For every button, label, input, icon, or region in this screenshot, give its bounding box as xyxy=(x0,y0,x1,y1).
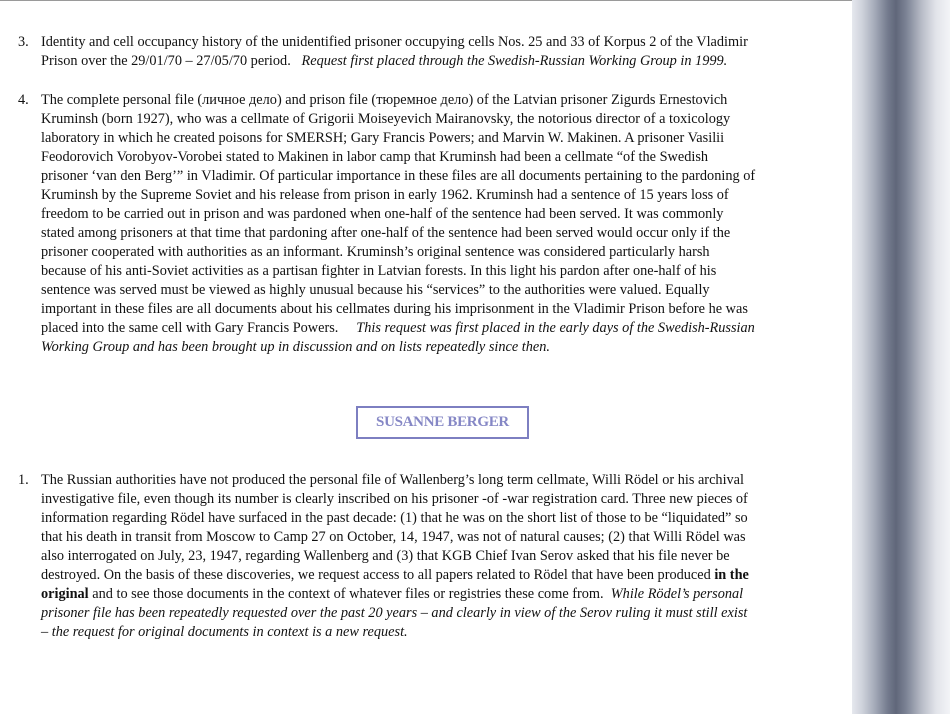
text-line: investigative file, even though its number is clearly inscribed on his prisoner -of -war registration card. Three new pieces of xyxy=(41,491,748,507)
item-number: 3. xyxy=(18,34,29,50)
text-line xyxy=(41,585,749,604)
text-line xyxy=(41,319,755,338)
bold-text: in the xyxy=(714,567,749,583)
text-line: that his death in transit from Moscow to Camp 27 on October, 14, 1947, was not of natural causes; (2) that Willi Rödel was xyxy=(41,529,746,545)
text-line: prisoner cooperated with authorities as an informant. Kruminsh’s original sentence was considered particularly harsh xyxy=(41,244,710,260)
text-line: Kruminsh (born 1927), who was a cellmate of Grigorii Moiseyevich Mairanovsky, the notorious director of a toxicology xyxy=(41,111,731,127)
request-note: While Rödel’s personal xyxy=(610,586,744,602)
item-text xyxy=(41,471,749,642)
item-number: 4. xyxy=(18,92,29,108)
text-segment: placed into the same cell with Gary Francis Powers. xyxy=(41,320,339,336)
text-line: laboratory in which he created poisons for SMERSH; Gary Francis Powers; and Marvin W. Makinen. A prisoner Vasilii xyxy=(41,130,725,146)
text-line: important in these files are all documents about his cellmates during his imprisonment in the Vladimir Prison before he was xyxy=(41,301,748,317)
request-note: – the request for original documents in context is a new request. xyxy=(41,624,408,640)
text-line: Identity and cell occupancy history of the unidentified prisoner occupying cells Nos. 25 and 33 of Korpus 2 of the Vladimir xyxy=(41,34,748,50)
request-note: Request first placed through the Swedish-Russian Working Group in 1999. xyxy=(301,53,728,69)
text-line: Feodorovich Vorobyov-Vorobei stated to Makinen in labor camp that Kruminsh had been a cellmate “of the Swedish xyxy=(41,149,709,165)
text-line: prisoner ‘van den Berg’” in Vladimir. Of particular importance in these files are all documents pertaining to the pardoning of xyxy=(41,168,756,184)
text-line xyxy=(41,52,748,71)
text-line xyxy=(41,566,749,585)
section-heading: SUSANNE BERGER xyxy=(356,406,529,439)
request-note: This request was first placed in the early days of the Swedish-Russian xyxy=(356,320,755,336)
request-note: prisoner file has been repeatedly requested over the past 20 years – and clearly in view of the Serov ruling it must still exist xyxy=(41,605,748,621)
text-line: sentence was served must be viewed as highly unusual because his “services” to the authorities were valued. Equally xyxy=(41,282,710,298)
item-text xyxy=(41,33,748,71)
text-line: Kruminsh by the Supreme Soviet and his release from prison in early 1962. Kruminsh had a sentence of 15 years loss of xyxy=(41,187,729,203)
page-shadow xyxy=(852,0,950,714)
text-line: The Russian authorities have not produced the personal file of Wallenberg’s long term cellmate, Willi Rödel or his archival xyxy=(41,472,745,488)
text-line: because of his anti-Soviet activities as a partisan fighter in Latvian forests. In this light his pardon after one-half of his xyxy=(41,263,717,279)
text-line: also interrogated on July, 23, 1947, regarding Wallenberg and (3) that KGB Chief Ivan Serov asked that his file never be xyxy=(41,548,730,564)
text-line: stated among prisoners at that time that pardoning after one-half of the sentence had been served would occur only if the xyxy=(41,225,731,241)
text-segment: Prison over the 29/01/70 – 27/05/70 period. xyxy=(41,53,291,69)
item-number: 1. xyxy=(18,472,29,488)
request-note: Working Group and has been brought up in discussion and on lists repeatedly since then. xyxy=(41,339,550,355)
item-text xyxy=(41,91,755,357)
text-line: freedom to be carried out in prison and was pardoned when one-half of the sentence had been served. It was commonly xyxy=(41,206,724,222)
text-segment: destroyed. On the basis of these discoveries, we request access to all papers related to Rödel that have been produced xyxy=(41,567,711,583)
text-line: information regarding Rödel have surfaced in the past decade: (1) that he was on the short list of those to be “liquidated” so xyxy=(41,510,748,526)
text-segment: and to see those documents in the context of whatever files or registries these come from. xyxy=(92,586,604,602)
text-line: The complete personal file (личное дело) and prison file (тюремное дело) of the Latvian prisoner Zigurds Ernestovich xyxy=(41,92,728,108)
bold-text: original xyxy=(41,586,89,602)
